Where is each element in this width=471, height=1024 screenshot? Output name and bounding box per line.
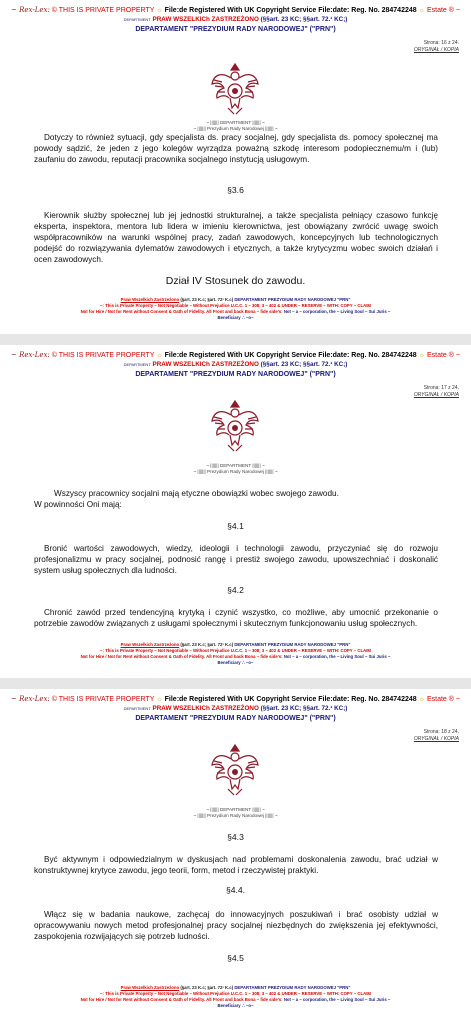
document-page-17 [0, 345, 471, 678]
header-line-2: DEPARTMENT PRAW WSZELKICh ZASTRZEŻONO (§§art. 23 KC; §§art. 72.¹ KC;) [123, 16, 348, 23]
header-line-2: DEPARTMENT PRAW WSZELKICh ZASTRZEŻONO (§§art. 23 KC; §§art. 72.¹ KC;) [123, 361, 348, 368]
emblem-label: ~ ||||||| DEPARTMENT ||||||| ~ ~ ||||||| Prezydium Rady Narodowej ||||||| ~ [193, 807, 278, 818]
emblem-label: ~ ||||||| DEPARTMENT ||||||| ~ ~ ||||||| Prezydium Rady Narodowej ||||||| ~ [193, 120, 278, 131]
paragraph: Wszyscy pracownicy socjalni mają etyczne obowiązki wobec swojego zawodu. W powinności Oni mają: [34, 489, 339, 509]
document-page-18 [0, 689, 471, 1024]
page-footer: Praw Wszelkich Zastrzeżono (§art. 23 K.c; §art. 72¹ K.c) DEPARTAMENT PREZYDIUM RADY NARODOWEJ "PRN" ~: This is Private Property – Not Negotiable – Without Prejudice U.C.C. 1 – 308; 3 – 402 & UNDER – RESERVE – WITH: COPY – CLAIM Not for Hire / Not for Rent without Consent & Oath of Fidelity. All Front and back Bona – fide side's: Not – a – corporation, the ~ Living Soul ~ Sui Juris ~ Beneficiary ∴ ~o~ [80, 642, 391, 665]
paragraph: Kierownik służby społecznej lub jej jednostki strukturalnej, a także specjalista pełniący czasowo funkcję eksperta, inspektora, mentora lub lidera w imieniu kierownictwa, jest obowiązany zwrócić uwagę swoich współpracowników na warunki wspólnej pracy, zadań zawodowych, koncepcyjnych lub technologicznych podejść do rozwiązywania dylematów zawodowych i etycznych, a także krytycyzmu wobec swoich działań i ocen zawodowych. [34, 211, 438, 264]
paragraph: Bronić wartości zawodowych, wiedzy, ideologii i technologii zawodu, przyczyniać się do rozwoju profesjonalizmu w pracy socjalnej, podnosić rangę i prestiż swojego zawodu, upowszechniać i doskonalić system usług społecznych dla ludności. [34, 544, 438, 575]
eagle-emblem-icon [210, 60, 260, 118]
page-footer: Praw Wszelkich Zastrzeżono (§art. 23 K.c; §art. 72¹ K.c) DEPARTAMENT PREZYDIUM RADY NARODOWEJ "PRN" ~: This is Private Property – Not Negotiable – Without Prejudice U.C.C. 1 – 308; 3 – 402 & UNDER – RESERVE – WITH: COPY – CLAIM Not for Hire / Not for Rent without Consent & Oath of Fidelity. All Front and back Bona – fide side's: Not – a – corporation, the ~ Living Soul ~ Sui Juris ~ Beneficiary ∴ ~o~ [80, 297, 391, 320]
page-number: Strona: 16 z 24. ORYGINAŁ / KOPIA [413, 40, 459, 53]
header-line-1: ~ Rex-Lex: © THIS IS PRIVATE PROPERTY ☼ File:de Registered With UK Copyright Service File:date: Reg. No. 284742248 ☼ Estate ® ~ [11, 351, 460, 359]
page-number: Strona: 18 z 24. ORYGINAŁ / KOPIA [413, 729, 459, 742]
header-department: DEPARTAMENT "PREZYDIUM RADY NARODOWEJ" ("PRN") [135, 26, 336, 33]
section-number: §3.6 [227, 185, 244, 195]
section-number: §4.5 [227, 953, 244, 963]
eagle-emblem-icon [210, 741, 260, 799]
header-line-2: DEPARTMENT PRAW WSZELKICh ZASTRZEŻONO (§§art. 23 KC; §§art. 72.¹ KC;) [123, 705, 348, 712]
section-number: §4.1 [227, 521, 244, 531]
document-page-16 [0, 0, 471, 334]
header-department: DEPARTAMENT "PREZYDIUM RADY NARODOWEJ" ("PRN") [135, 371, 336, 378]
paragraph: Włącz się w badania naukowe, zachęcaj do innowacyjnych poszukiwań i brać osobisty udział w opracowywaniu nowych metod profesjonalnej pracy socjalnej niezbędnych do zwiększenia jej efektywności, zaspokojenia rozwijających się potrzeb ludności. [34, 910, 438, 941]
header-line-1: ~ Rex-Lex: © THIS IS PRIVATE PROPERTY ☼ File:de Registered With UK Copyright Service File:date: Reg. No. 284742248 ☼ Estate ® ~ [11, 6, 460, 14]
header-line-1: ~ Rex-Lex: © THIS IS PRIVATE PROPERTY ☼ File:de Registered With UK Copyright Service File:date: Reg. No. 284742248 ☼ Estate ® ~ [11, 695, 460, 703]
section-number: §4.3 [227, 832, 244, 842]
page-number: Strona: 17 z 24. ORYGINAŁ / KOPIA [413, 385, 459, 398]
section-number: §4.4. [225, 885, 246, 895]
paragraph: Chronić zawód przed tendencyjną krytyką i czynić wszystko, co możliwe, aby umocnić przekonanie o potrzebie zawodów związanych z usługami społecznymi i skutecznym funkcjonowaniu usług społecznych. [34, 608, 438, 628]
section-number: §4.2 [227, 585, 244, 595]
eagle-emblem-icon [210, 397, 260, 455]
page-footer: Praw Wszelkich Zastrzeżono (§art. 23 K.c; §art. 72¹ K.c) DEPARTAMENT PREZYDIUM RADY NARODOWEJ "PRN" ~: This is Private Property – Not Negotiable – Without Prejudice U.C.C. 1 – 308; 3 – 402 & UNDER – RESERVE – WITH: COPY – CLAIM Not for Hire / Not for Rent without Consent & Oath of Fidelity. All Front and back Bona – fide side's: Not – a – corporation, the ~ Living Soul ~ Sui Juris ~ Beneficiary ∴ ~o~ [80, 985, 391, 1008]
paragraph: Być aktywnym i odpowiedzialnym w dyskusjach nad problemami doskonalenia zawodu, brać udział w konstruktywnej krytyce zawodu, jego teorii, form, metod i rzeczywistej praktyki. [34, 855, 438, 875]
paragraph: Dotyczy to również sytuacji, gdy specjalista ds. pracy socjalnej, gdy specjalista ds. pomocy społecznej ma powody sądzić, że jeden z jego kolegów wyrządza poważną szkodę interesom podopiecznemu/m i (lub) zaufaniu do zawodu, reputacji pracownika socjalnego instytucją usługowym. [34, 133, 438, 164]
header-department: DEPARTAMENT "PREZYDIUM RADY NARODOWEJ" ("PRN") [135, 715, 336, 722]
emblem-label: ~ ||||||| DEPARTMENT ||||||| ~ ~ ||||||| Prezydium Rady Narodowej ||||||| ~ [193, 463, 278, 474]
chapter-heading: Dział IV Stosunek do zawodu. [165, 275, 306, 287]
